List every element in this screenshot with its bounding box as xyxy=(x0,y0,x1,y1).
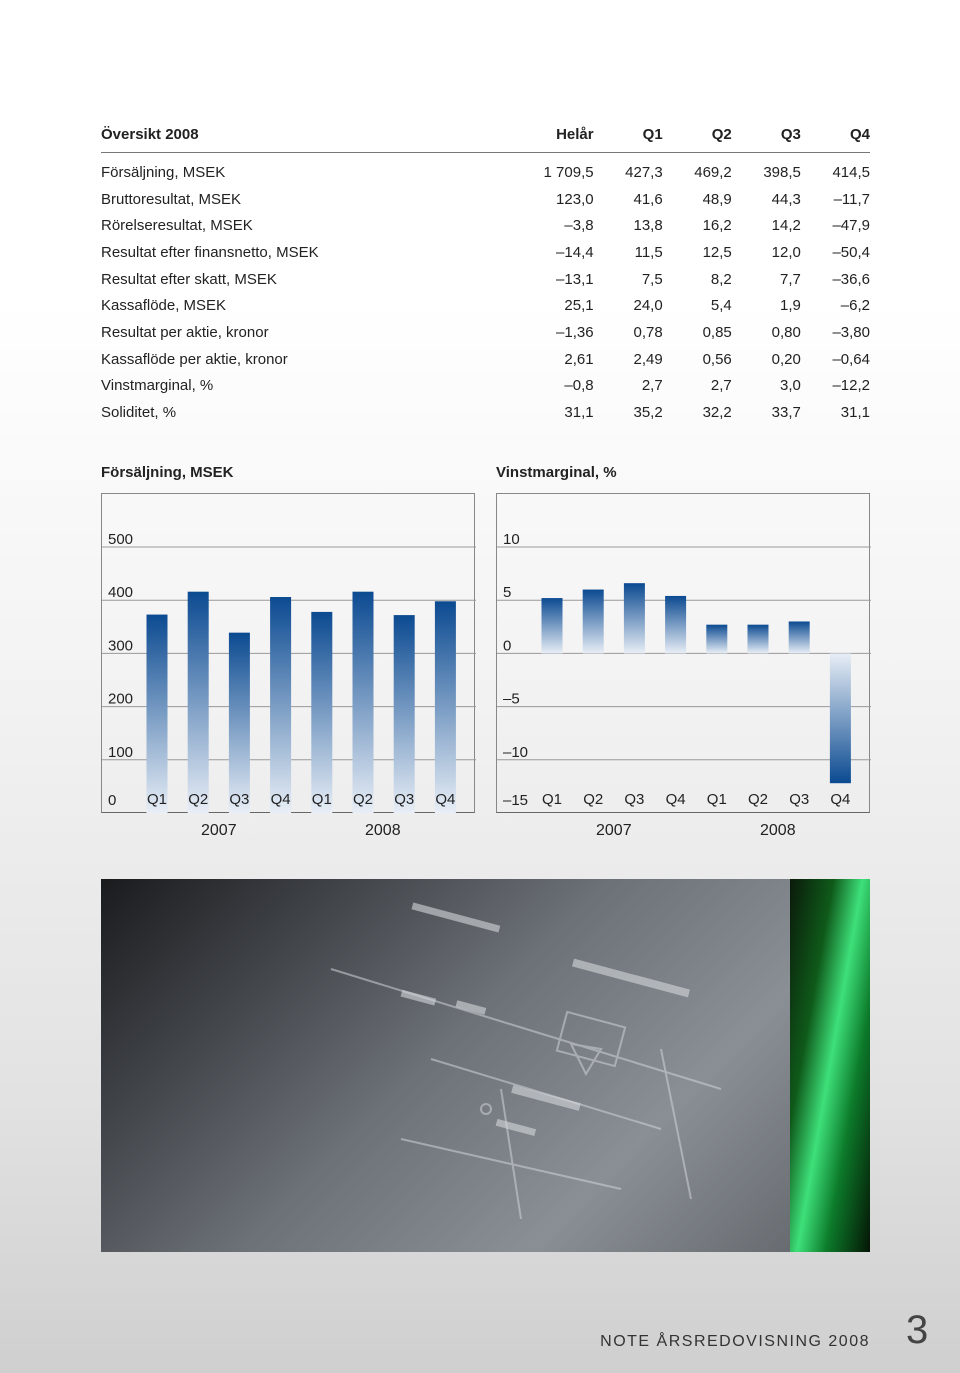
x-tick-label: Q4 xyxy=(830,791,851,808)
cell: 1,9 xyxy=(780,297,801,315)
bar xyxy=(229,633,250,813)
x-tick-label: Q1 xyxy=(541,791,563,808)
footer-title: NOTE ÅRSREDOVISNING 2008 xyxy=(600,1333,870,1350)
cell: 7,5 xyxy=(641,270,663,288)
cell: –0,8 xyxy=(564,377,594,395)
cell: 32,2 xyxy=(702,404,732,422)
cell: 33,7 xyxy=(771,404,801,422)
cell: 12,0 xyxy=(771,243,801,261)
cell: 31,1 xyxy=(840,404,870,422)
bar xyxy=(789,621,810,653)
cell: 427,3 xyxy=(625,163,663,181)
cell: –13,1 xyxy=(556,270,594,288)
cell: –47,9 xyxy=(832,217,870,235)
table-row xyxy=(101,319,870,346)
cell: 469,2 xyxy=(694,163,732,181)
table-row xyxy=(101,153,870,186)
bar xyxy=(624,583,645,653)
row-label: Försäljning, MSEK xyxy=(101,163,226,181)
x-tick-label: Q1 xyxy=(706,791,727,808)
cell: 5,4 xyxy=(710,297,732,315)
margin-chart-title: Vinstmarginal, % xyxy=(496,464,617,481)
table-row xyxy=(101,399,870,426)
row-label: Vinstmarginal, % xyxy=(101,377,214,395)
page-number: 3 xyxy=(906,1308,929,1352)
cell: –6,2 xyxy=(840,297,870,315)
cell: –0,64 xyxy=(832,350,870,368)
cell: 41,6 xyxy=(633,190,663,208)
cell: 3,0 xyxy=(780,377,801,395)
cell: 1 709,5 xyxy=(543,163,594,181)
y-tick-label: 0 xyxy=(503,637,512,655)
year-label-2008: 2008 xyxy=(365,822,401,839)
year-label-2007: 2007 xyxy=(596,822,632,839)
sales-chart xyxy=(101,493,475,813)
cell: 414,5 xyxy=(832,163,870,181)
cell: 14,2 xyxy=(771,217,801,235)
bar xyxy=(394,615,415,813)
row-label: Kassaflöde, MSEK xyxy=(101,297,227,315)
x-tick-label: Q4 xyxy=(435,791,456,808)
bar xyxy=(353,592,374,813)
row-label: Kassaflöde per aktie, kronor xyxy=(101,350,288,368)
y-tick-label: –15 xyxy=(503,792,529,809)
y-tick-label: –10 xyxy=(503,743,529,761)
cell: 31,1 xyxy=(564,404,594,422)
col-header-helar: Helår xyxy=(502,123,594,153)
table-row xyxy=(101,212,870,239)
bar xyxy=(270,597,291,813)
cell: –50,4 xyxy=(832,243,870,261)
x-tick-label: Q1 xyxy=(146,791,168,808)
cell: 13,8 xyxy=(633,217,663,235)
table-row xyxy=(101,266,870,293)
x-tick-label: Q2 xyxy=(352,791,374,808)
y-tick-label: 5 xyxy=(503,584,512,602)
cell: 123,0 xyxy=(556,190,594,208)
x-tick-label: Q3 xyxy=(789,791,810,808)
overview-table xyxy=(101,123,870,426)
bar xyxy=(311,612,332,813)
row-label: Resultat per aktie, kronor xyxy=(101,323,269,341)
cell: 2,61 xyxy=(564,350,594,368)
cell: 2,7 xyxy=(710,377,732,395)
bar xyxy=(830,653,851,783)
x-tick-label: Q1 xyxy=(311,791,332,808)
col-header-q3: Q3 xyxy=(732,123,801,153)
cell: 25,1 xyxy=(564,297,594,315)
margin-chart xyxy=(496,493,870,813)
bar xyxy=(147,615,168,813)
table-row xyxy=(101,346,870,373)
table-row xyxy=(101,373,870,400)
bar xyxy=(188,592,209,813)
cell: 35,2 xyxy=(633,404,663,422)
cell: –3,80 xyxy=(832,323,870,341)
table-row xyxy=(101,186,870,213)
row-label: Soliditet, % xyxy=(101,404,177,422)
x-tick-label: Q2 xyxy=(747,791,769,808)
bar xyxy=(748,625,769,654)
bar xyxy=(665,596,686,653)
y-tick-label: 400 xyxy=(108,584,134,602)
x-tick-label: Q2 xyxy=(583,791,604,808)
cell: 2,7 xyxy=(641,377,663,395)
y-tick-label: 300 xyxy=(108,637,134,655)
bar xyxy=(706,625,727,654)
cell: –14,4 xyxy=(556,243,594,261)
x-tick-label: Q4 xyxy=(665,791,686,808)
cell: 0,78 xyxy=(633,323,663,341)
year-label-2008: 2008 xyxy=(760,822,796,839)
table-row xyxy=(101,292,870,319)
cell: 0,20 xyxy=(771,350,801,368)
cell: 398,5 xyxy=(763,163,801,181)
table-header-row xyxy=(101,123,870,153)
y-tick-label: 100 xyxy=(108,743,134,761)
cell: –36,6 xyxy=(832,270,870,288)
sales-chart-svg xyxy=(102,494,476,814)
cell: –12,2 xyxy=(832,377,870,395)
row-label: Rörelseresultat, MSEK xyxy=(101,217,253,235)
col-header-q1: Q1 xyxy=(594,123,663,153)
cell: 16,2 xyxy=(702,217,732,235)
table-row xyxy=(101,239,870,266)
cell: –3,8 xyxy=(564,217,594,235)
cell: 11,5 xyxy=(634,243,663,261)
table-title: Översikt 2008 xyxy=(101,123,502,153)
cell: 0,56 xyxy=(702,350,732,368)
x-tick-label: Q3 xyxy=(229,791,250,808)
y-tick-label: 10 xyxy=(503,531,520,548)
row-label: Resultat efter skatt, MSEK xyxy=(101,270,277,288)
cell: 2,49 xyxy=(633,350,663,368)
bar xyxy=(435,601,456,813)
y-tick-label: 500 xyxy=(108,531,134,548)
x-tick-label: Q3 xyxy=(394,791,415,808)
bar xyxy=(583,590,604,654)
circuit-schematic-graphic xyxy=(101,879,790,1252)
cell: –1,36 xyxy=(556,323,594,341)
col-header-q4: Q4 xyxy=(801,123,870,153)
cell: 44,3 xyxy=(771,190,801,208)
margin-chart-svg xyxy=(497,494,871,814)
y-tick-label: 0 xyxy=(108,792,117,809)
x-tick-label: Q2 xyxy=(188,791,209,808)
cell: 0,80 xyxy=(771,323,801,341)
col-header-q2: Q2 xyxy=(663,123,732,153)
y-tick-label: –5 xyxy=(503,690,520,708)
cell: 8,2 xyxy=(710,270,732,288)
green-light-strip xyxy=(790,879,870,1252)
circuit-board-photo xyxy=(101,879,870,1252)
cell: 7,7 xyxy=(780,270,801,288)
year-label-2007: 2007 xyxy=(201,822,237,839)
x-tick-label: Q3 xyxy=(624,791,645,808)
y-tick-label: 200 xyxy=(108,690,134,708)
cell: 0,85 xyxy=(702,323,732,341)
cell: 12,5 xyxy=(702,243,732,261)
cell: –11,7 xyxy=(833,190,870,208)
cell: 24,0 xyxy=(633,297,663,315)
bar xyxy=(542,598,563,653)
x-tick-label: Q4 xyxy=(270,791,291,808)
cell: 48,9 xyxy=(702,190,732,208)
sales-chart-title: Försäljning, MSEK xyxy=(101,464,234,481)
row-label: Bruttoresultat, MSEK xyxy=(101,190,242,208)
row-label: Resultat efter finansnetto, MSEK xyxy=(101,243,319,261)
